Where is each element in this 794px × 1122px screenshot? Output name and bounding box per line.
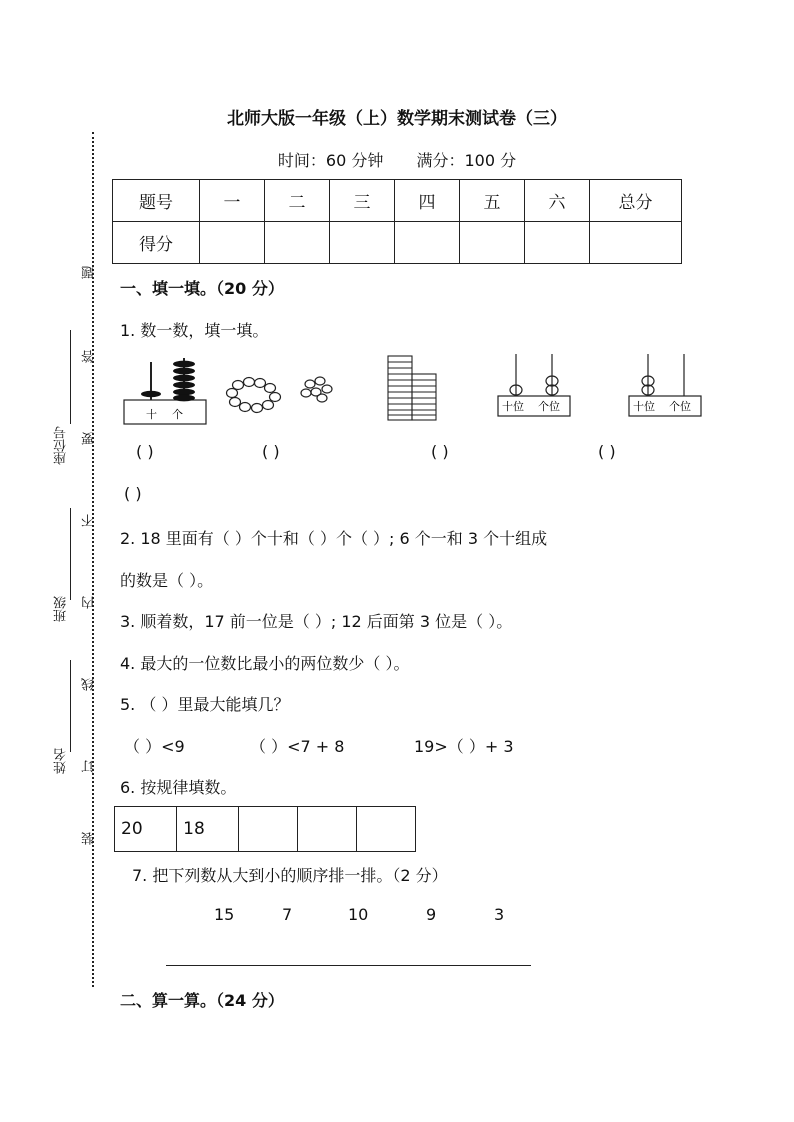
- sequence-cell: 20: [115, 807, 177, 852]
- seat-number-blank[interactable]: [70, 330, 71, 424]
- page-title: 北师大版一年级（上）数学期末测试卷（三）: [227, 109, 567, 129]
- place-value-abacus-2: [629, 354, 701, 416]
- score-header-cell: 二: [265, 180, 330, 222]
- sequence-table: [114, 806, 416, 852]
- seal-char: 要: [82, 432, 97, 445]
- full-score-label: 满分：100 分: [416, 151, 517, 170]
- score-cell[interactable]: [200, 222, 265, 264]
- abacus-picture: [124, 358, 206, 424]
- question-4: 4. 最大的一位数比最小的两位数少（ ）。: [120, 654, 410, 673]
- number-to-order: 3: [494, 905, 505, 924]
- sequence-cell[interactable]: [239, 807, 298, 852]
- stick-bundles-picture: [388, 356, 436, 420]
- abacus-ones-label: 个: [172, 408, 183, 421]
- number-to-order: 7: [282, 905, 293, 924]
- abacus-tens-label: 十: [146, 408, 157, 421]
- question-7: 7. 把下列数从大到小的顺序排一排。（2 分）: [132, 866, 448, 885]
- score-cell[interactable]: [525, 222, 590, 264]
- bead-cluster-picture: [301, 377, 332, 402]
- answer-blank[interactable]: ( ): [262, 442, 280, 461]
- seal-char: 答: [82, 350, 97, 363]
- number-to-order: 15: [214, 905, 235, 924]
- number-to-order: 10: [348, 905, 369, 924]
- name-label: 姓名: [54, 748, 69, 774]
- place-value-abacus-1: [498, 354, 570, 416]
- seat-number-label: 座位号: [54, 426, 69, 465]
- seal-char: 线: [82, 678, 97, 691]
- sequence-cell: 18: [177, 807, 239, 852]
- question-3: 3. 顺着数，17 前一位是（ ）; 12 后面第 3 位是（ ）。: [120, 612, 513, 631]
- score-table: [112, 179, 682, 264]
- score-cell[interactable]: [590, 222, 682, 264]
- score-header-cell: 总分: [590, 180, 682, 222]
- tens-place-label: 十位: [502, 400, 524, 413]
- section-heading: 二、算一算。（24 分）: [120, 991, 284, 1010]
- answer-blank[interactable]: ( ): [136, 442, 154, 461]
- seal-char: 内: [82, 596, 97, 609]
- question-1: 1. 数一数，填一填。: [120, 321, 269, 340]
- score-header-cell: 五: [460, 180, 525, 222]
- question-6: 6. 按规律填数。: [120, 778, 237, 797]
- answer-blank[interactable]: ( ): [124, 484, 142, 503]
- answer-blank[interactable]: ( ): [431, 442, 449, 461]
- sequence-cell[interactable]: [357, 807, 416, 852]
- question-5b: （ ）<7 + 8: [250, 737, 345, 756]
- seal-char: 题: [82, 266, 97, 279]
- tens-place-label: 十位: [633, 400, 655, 413]
- class-blank[interactable]: [70, 508, 71, 600]
- bead-ring-picture: [227, 378, 281, 413]
- sequence-cell[interactable]: [298, 807, 357, 852]
- answer-blank[interactable]: ( ): [598, 442, 616, 461]
- score-header-cell: 四: [395, 180, 460, 222]
- score-header-cell: 六: [525, 180, 590, 222]
- ones-place-label: 个位: [669, 400, 691, 413]
- ones-place-label: 个位: [538, 400, 560, 413]
- exam-info: [0, 148, 794, 171]
- score-cell[interactable]: [395, 222, 460, 264]
- number-to-order: 9: [426, 905, 437, 924]
- question-2: 2. 18 里面有（ ）个十和（ ）个（ ）; 6 个一和 3 个十组成: [120, 529, 548, 548]
- score-header-cell: 题号: [113, 180, 200, 222]
- question-5c: 19>（ ）+ 3: [414, 737, 514, 756]
- binding-dotted-line: [92, 132, 94, 987]
- score-cell[interactable]: [330, 222, 395, 264]
- score-header-cell: 一: [200, 180, 265, 222]
- score-cell[interactable]: [460, 222, 525, 264]
- answer-line[interactable]: [166, 965, 531, 966]
- score-row-label: 得分: [113, 222, 200, 264]
- counting-pictures: [118, 352, 718, 432]
- class-label: 班级: [54, 596, 69, 622]
- question-2-cont: 的数是（ ）。: [120, 571, 214, 590]
- time-label: 时间：60 分钟: [277, 151, 384, 170]
- name-blank[interactable]: [70, 660, 71, 752]
- score-header-cell: 三: [330, 180, 395, 222]
- seal-char: 不: [82, 514, 97, 527]
- seal-char: 订: [82, 760, 97, 773]
- seal-char: 装: [82, 832, 97, 845]
- section-heading: 一、填一填。（20 分）: [120, 279, 284, 298]
- question-5a: （ ）<9: [124, 737, 185, 756]
- score-cell[interactable]: [265, 222, 330, 264]
- question-5: 5. （ ）里最大能填几？: [120, 695, 290, 714]
